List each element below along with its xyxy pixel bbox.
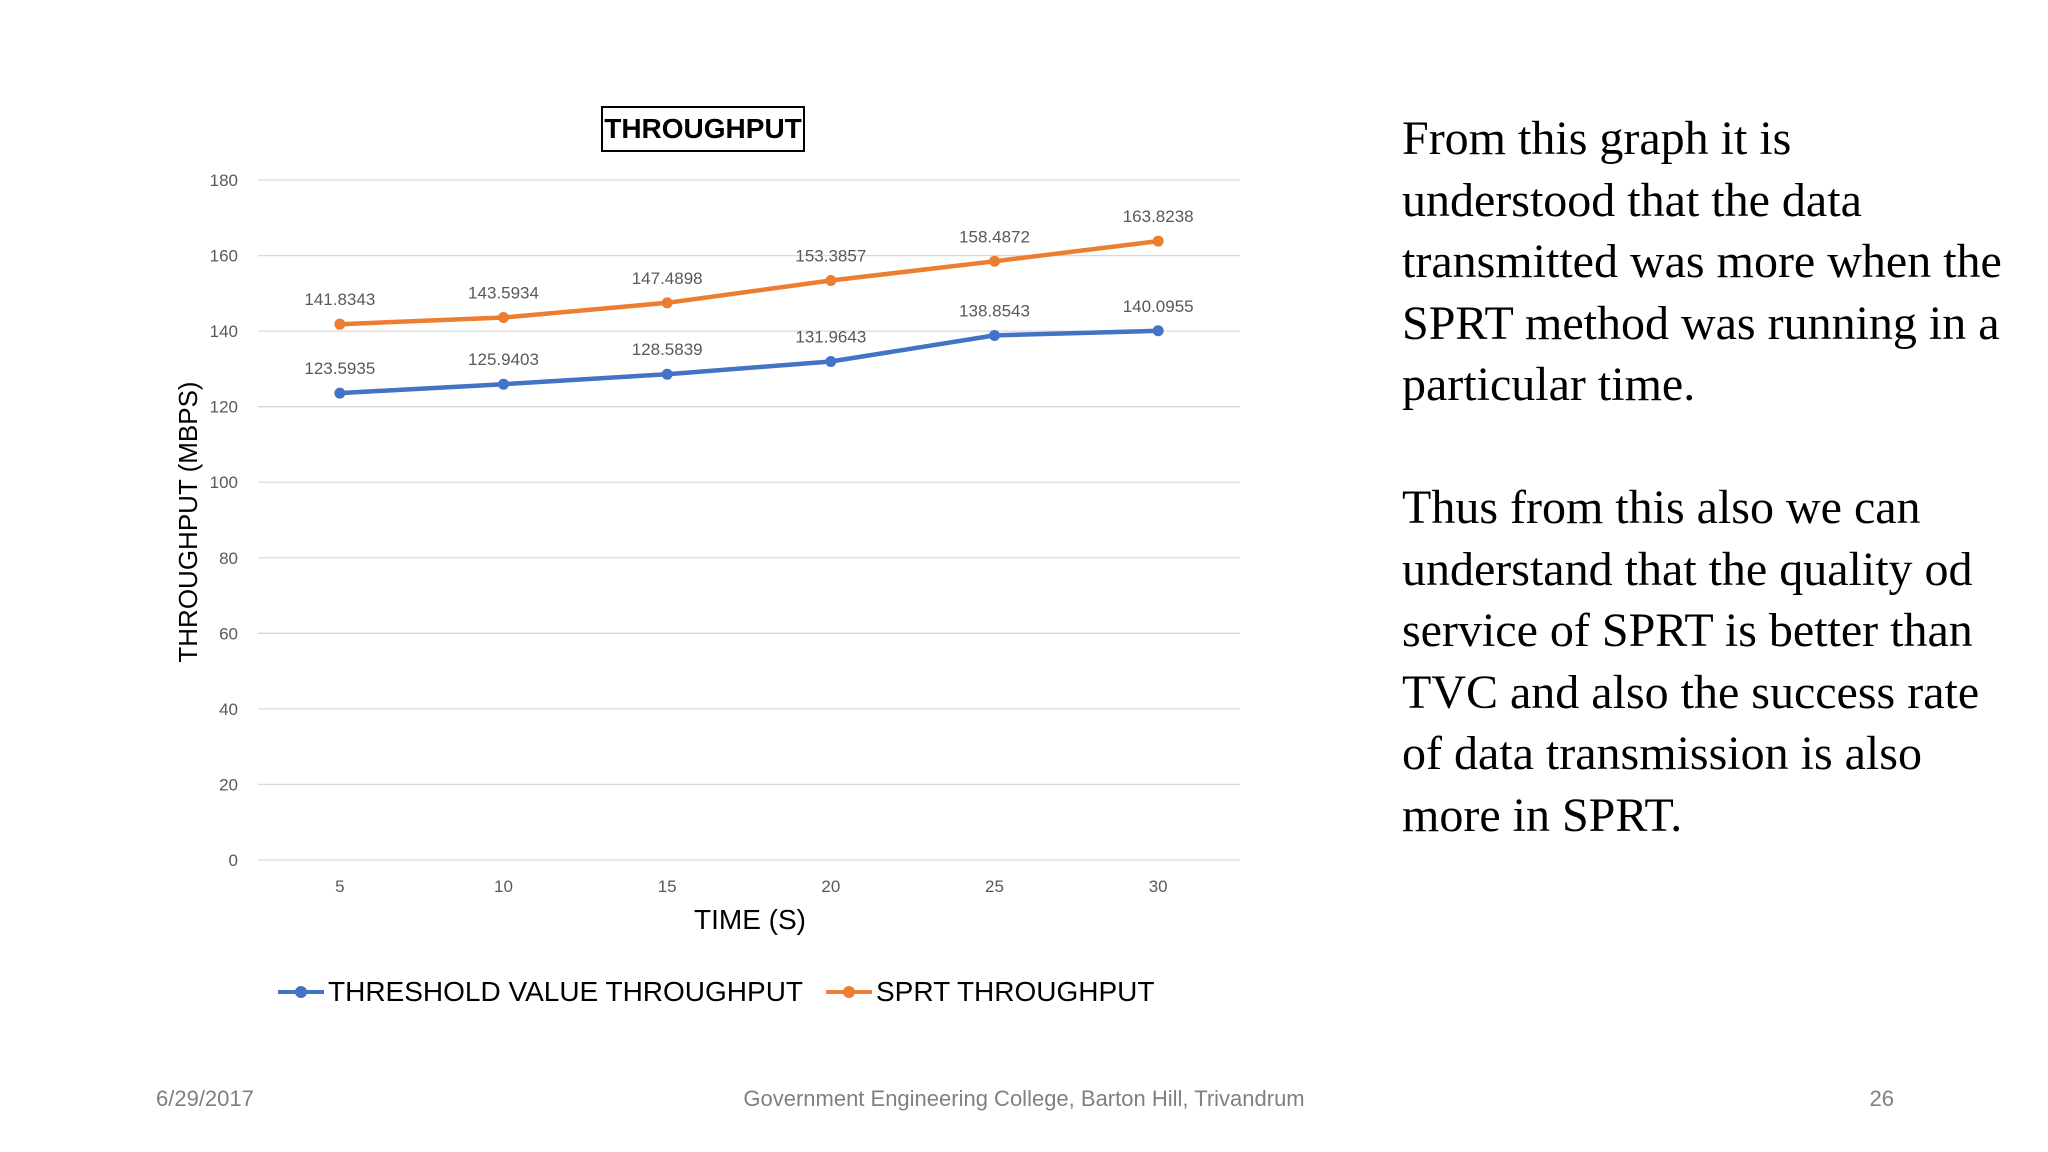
- data-label: 123.5935: [304, 359, 376, 379]
- data-label: 143.5934: [468, 283, 539, 303]
- data-label: 128.5839: [631, 340, 703, 360]
- legend-swatch-threshold: [278, 990, 324, 994]
- footer-page-number: 26: [1869, 1086, 1894, 1111]
- paragraph-quality: Thus from this also we can understand that the quality od service of SPRT is better than TVC and also the success rate of data transmission is also more in SPRT.: [1402, 481, 1980, 842]
- y-tick-label: 60: [219, 624, 238, 644]
- series-line-threshold: [340, 331, 1158, 393]
- data-point: [662, 297, 673, 308]
- data-label: 163.8238: [1122, 207, 1194, 227]
- x-tick-label: 15: [657, 877, 677, 896]
- data-point: [334, 319, 345, 330]
- data-point: [1153, 325, 1164, 336]
- data-label: 147.4898: [631, 268, 703, 288]
- x-tick-label: 5: [335, 877, 345, 896]
- x-tick-label: 25: [985, 877, 1004, 896]
- y-tick-label: 20: [219, 775, 238, 795]
- paragraph-conclusion: From this graph it is understood that the data transmitted was more when the SPRT method was running in a particular time.: [1402, 112, 2002, 411]
- data-point: [1153, 236, 1164, 247]
- data-label: 138.8543: [959, 301, 1030, 321]
- y-tick-label: 0: [228, 851, 238, 870]
- data-label: 141.8343: [304, 290, 376, 310]
- y-tick-label: 80: [219, 548, 238, 568]
- legend-item-threshold: [278, 974, 803, 1010]
- data-label: 125.9403: [468, 350, 539, 370]
- legend-swatch-sprt: [826, 990, 872, 994]
- x-tick-label: 20: [821, 877, 841, 896]
- data-label: 131.9643: [795, 327, 867, 347]
- x-tick-label: 10: [494, 877, 513, 896]
- y-tick-label: 160: [209, 246, 238, 266]
- y-tick-label: 120: [209, 397, 238, 417]
- legend-label-sprt: SPRT THROUGHPUT: [876, 976, 1155, 1007]
- data-point: [334, 388, 345, 399]
- data-point: [662, 369, 673, 380]
- x-tick-label: 30: [1148, 877, 1168, 896]
- legend-item-sprt: [826, 974, 1154, 1010]
- legend-label-threshold: THRESHOLD VALUE THROUGHPUT: [328, 976, 804, 1007]
- y-tick-label: 180: [209, 171, 238, 190]
- data-point: [825, 356, 836, 367]
- data-label: 140.0955: [1122, 296, 1194, 316]
- y-tick-label: 40: [219, 699, 238, 719]
- footer-date: 6/29/2017: [156, 1086, 254, 1111]
- y-tick-label: 140: [209, 322, 238, 342]
- data-label: 153.3857: [795, 246, 867, 266]
- x-axis-label: TIME (S): [694, 904, 806, 935]
- chart-title: THROUGHPUT: [601, 106, 805, 152]
- data-point: [989, 256, 1000, 267]
- data-point: [498, 312, 509, 323]
- slide: 0 20 40 60 80 100 120 140 160 180 5 10 15 20 25 30 123.5935 125.9403 128.5839 131.9643 138.8543 140.0955 141.8343 143.5934 147.4898 153.3857 158.4872 163.8238 THROUGHPUT THROUGHPUT (MBPS) TIME (S) THRESHOLD VALUE THROUGHPUT SPRT THROUGHPUT From this graph it is understood that the data transmitted was more when the SPRT method was running in a particular time. Thus from this also we can understand that the quality od service of SPRT is better than TVC and also the success rate of data transmission is also more in SPRT. 6/29/2017 Government Engineering College, Barton Hill, Trivandrum 26: [0, 0, 2048, 1152]
- series-line-sprt: [340, 241, 1158, 324]
- data-label: 158.4872: [959, 227, 1030, 247]
- data-point: [498, 379, 509, 390]
- y-tick-label: 100: [209, 473, 238, 493]
- footer-institution: Government Engineering College, Barton Hill, Trivandrum: [743, 1086, 1305, 1111]
- data-point: [989, 330, 1000, 341]
- slide-body-text: [1402, 108, 2002, 846]
- data-point: [825, 275, 836, 286]
